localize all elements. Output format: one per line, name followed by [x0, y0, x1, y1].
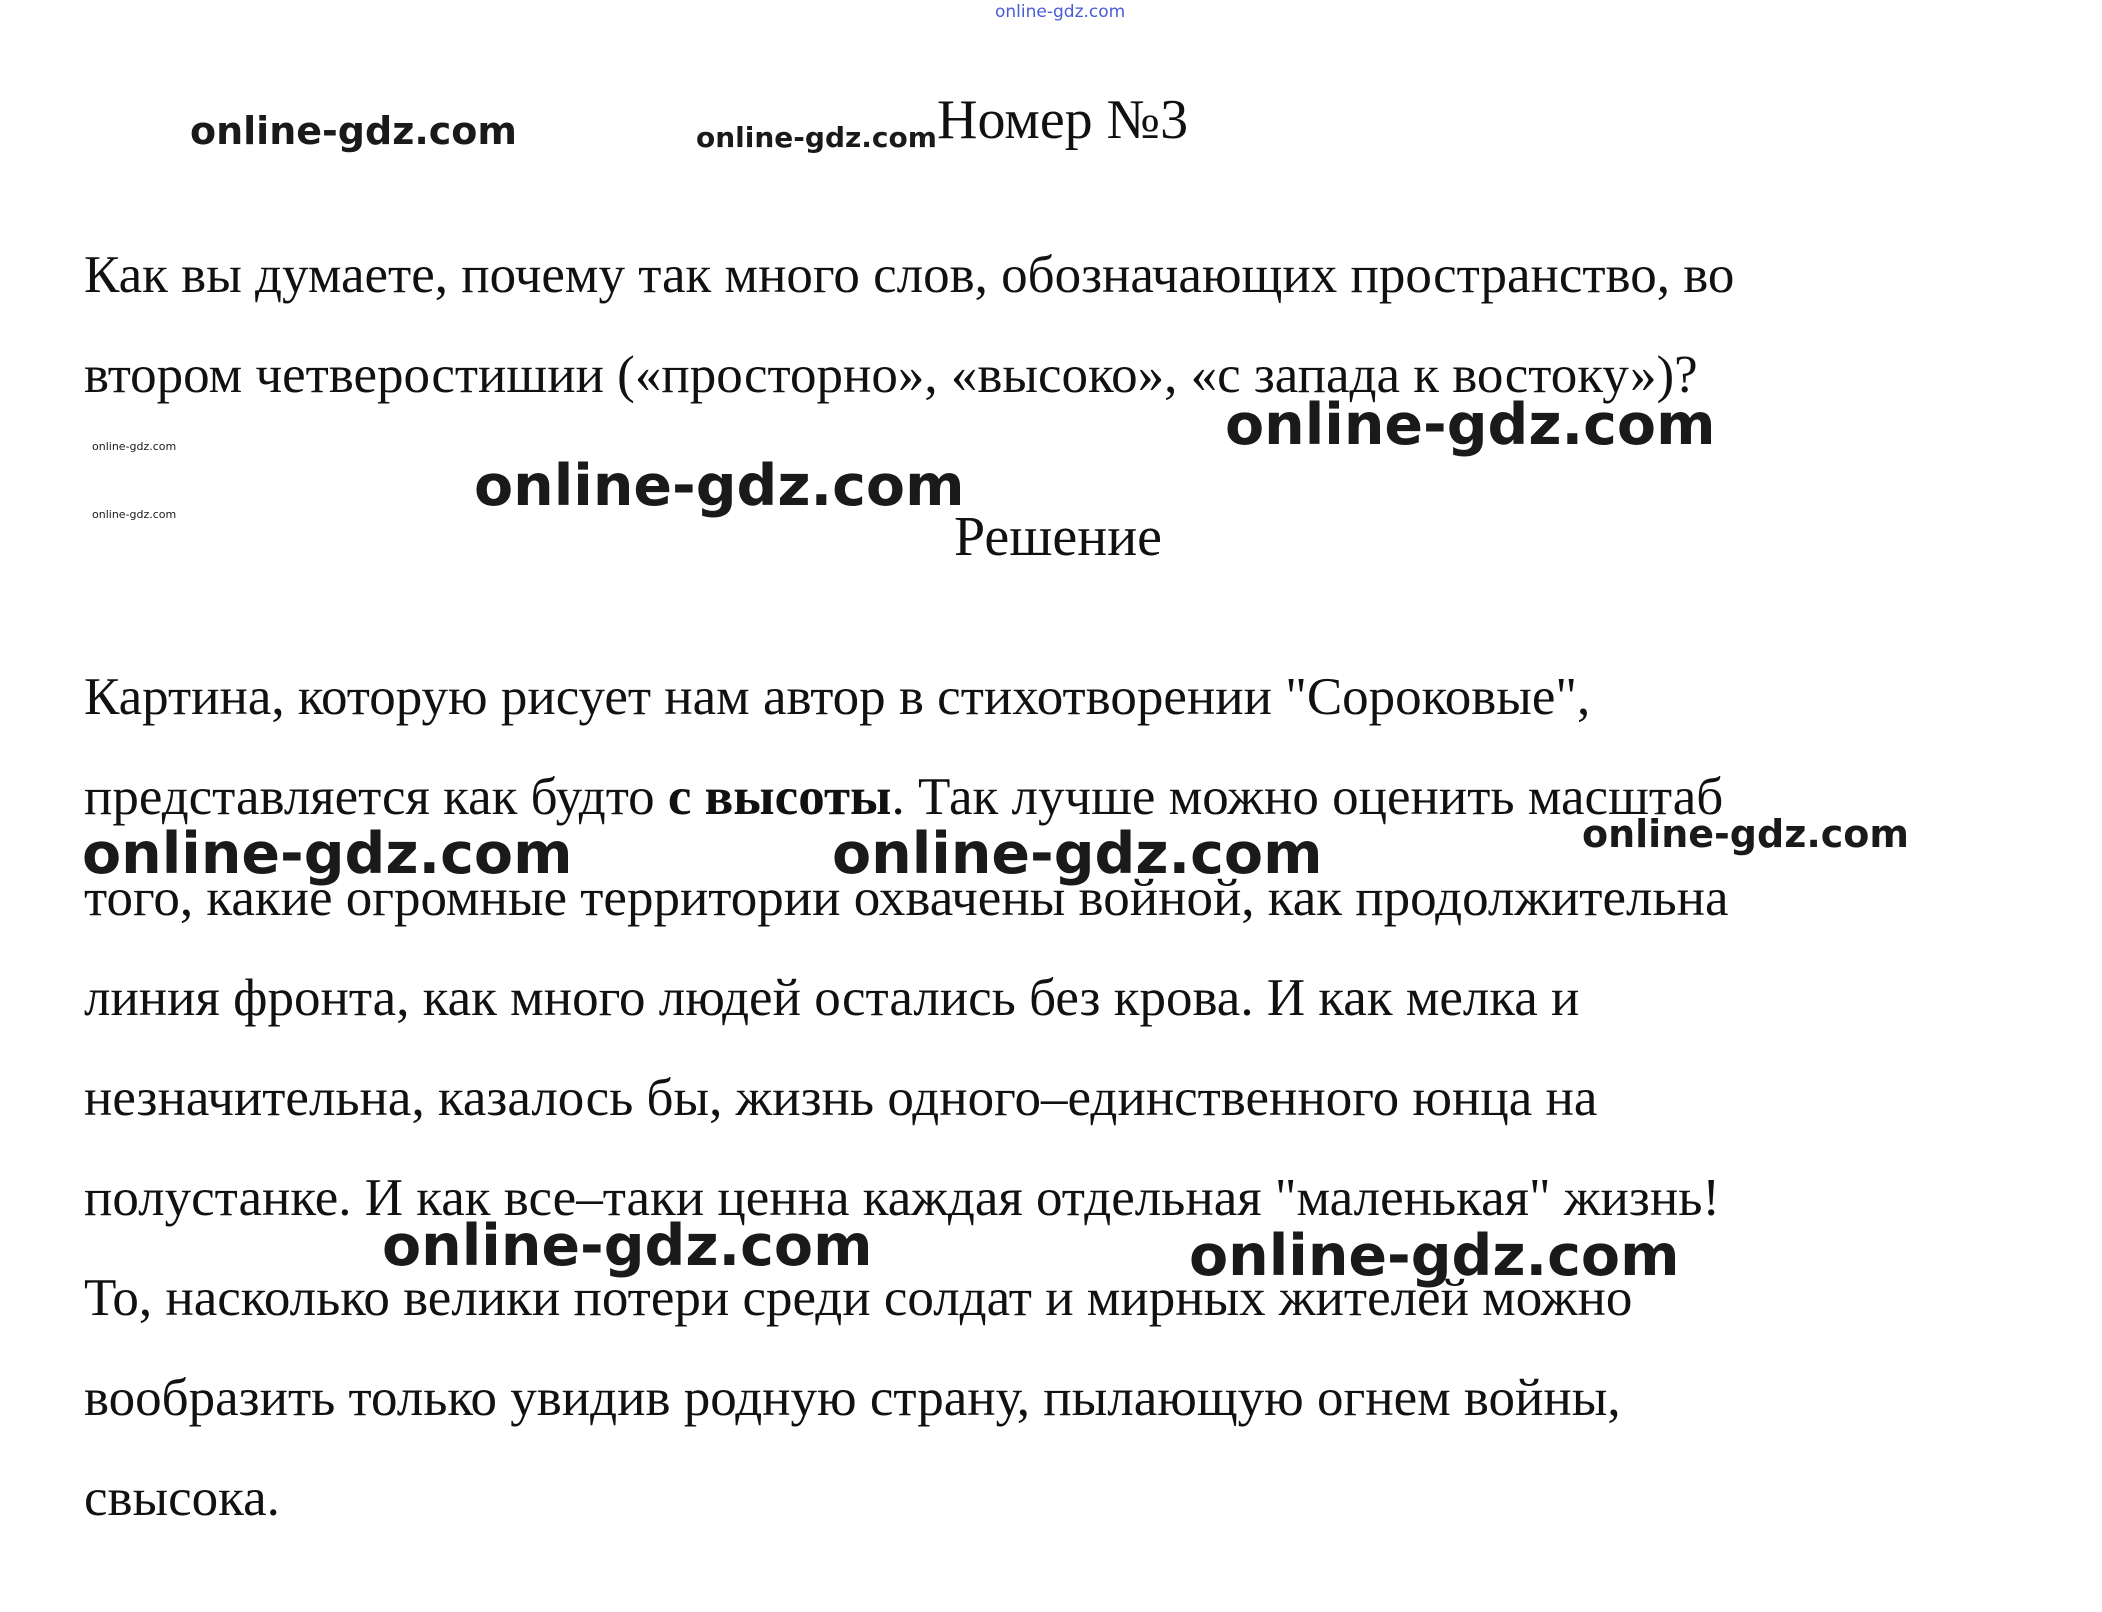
watermark: online-gdz.com — [1582, 812, 1909, 856]
answer-line: свысока. — [84, 1469, 280, 1527]
watermark: online-gdz.com — [382, 1213, 873, 1279]
watermark: online-gdz.com — [92, 440, 177, 453]
watermark-top: online-gdz.com — [995, 2, 1126, 22]
answer-line: Картина, которую рисует нам автор в стихотворении "Сороковые", — [84, 668, 1591, 726]
question-line: втором четверостишии («просторно», «высоко», «с запада к востоку»)? — [84, 346, 1698, 404]
solution-heading: Решение — [954, 506, 1163, 568]
watermark: online-gdz.com — [1189, 1223, 1680, 1289]
answer-line: полустанке. И как все–таки ценна каждая отдельная "маленькая" жизнь! — [84, 1169, 1721, 1227]
watermark: online-gdz.com — [190, 109, 517, 153]
answer-text: представляется как будто — [84, 768, 668, 826]
answer-line: незначительна, казалось бы, жизнь одного–единственного юнца на — [84, 1069, 1598, 1127]
watermark: online-gdz.com — [92, 508, 177, 521]
answer-line: линия фронта, как много людей остались без крова. И как мелка и — [84, 969, 1580, 1027]
watermark: online-gdz.com — [1225, 392, 1716, 458]
question-line: Как вы думаете, почему так много слов, обозначающих пространство, во — [84, 246, 1735, 304]
answer-line: То, насколько велики потери среди солдат и мирных жителей можно — [84, 1269, 1633, 1327]
page-title: Номер №3 — [937, 89, 1189, 151]
watermark: online-gdz.com — [82, 821, 573, 887]
answer-line: вообразить только увидив родную страну, пылающую огнем войны, — [84, 1369, 1621, 1427]
answer-line: того, какие огромные территории охвачены войной, как продолжительна — [84, 869, 1729, 927]
watermark: online-gdz.com — [474, 453, 965, 519]
watermark: online-gdz.com — [832, 821, 1323, 887]
answer-line — [84, 765, 1723, 829]
watermark: online-gdz.com — [696, 121, 937, 154]
answer-text: . Так лучше можно оценить масштаб — [891, 768, 1724, 826]
answer-emphasis: с высоты — [667, 768, 892, 826]
